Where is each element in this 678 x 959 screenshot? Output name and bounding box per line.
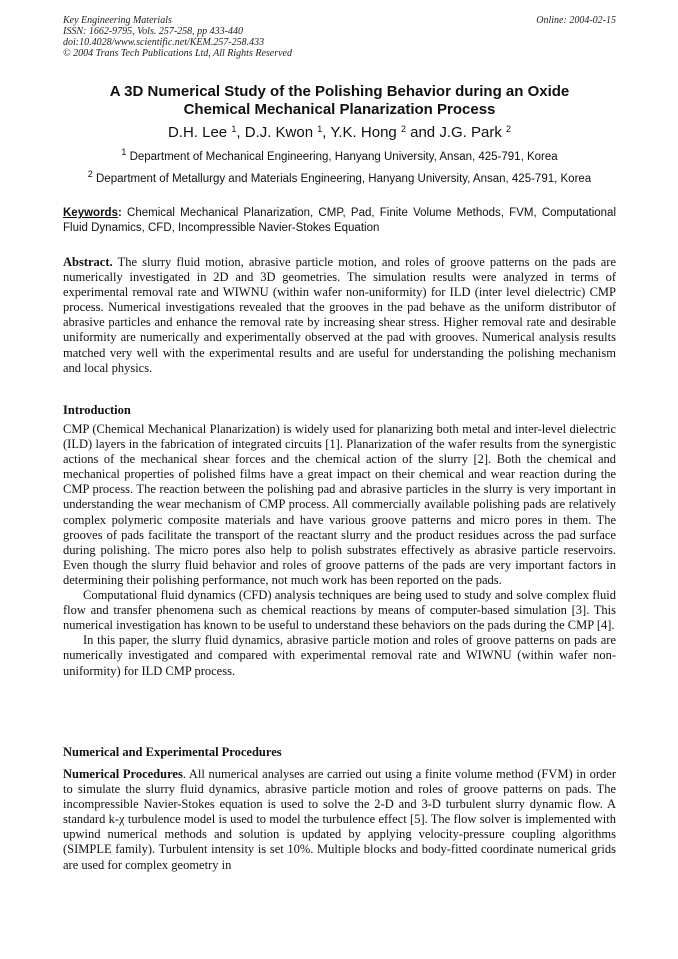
author-affil-marker: 1 [317,124,323,134]
affiliation-text: Department of Mechanical Engineering, Hanyang University, Ansan, 425-791, Korea [129,151,558,163]
author-list: D.H. Lee $^1$, D.J. Kwon $^1$, Y.K. Hong $^2$ and J.G. Park $^2$ [167,124,512,141]
numerical-procedures-text: . All numerical analyses are carried out using a finite volume method (FVM) in order to simulate the slurry fluid dynamics, abrasive particle motion and roles of groove patterns on pads. The incompressible Navier-Stokes equation is used to solve the 2-D and 3-D turbulent slurry dynamic flow. A standard k-χ turbulence model is used to model the turbulence effect [5]. The flow solver is implemented with upwind numerical methods and solution is updated by applying velocity-pressure coupling algorithms (SIMPLE family). Turbulent intensity is set 10%. Multiple blocks and body-fitted coordinate numerical grids are used for complex geometry in [63,767,616,872]
affiliation-1 [63,147,616,164]
affiliation-text: Department of Metallurgy and Materials Engineering, Hanyang University, Ansan, 425-791, Korea [96,173,592,185]
keywords-label: Keywords [63,207,118,219]
journal-name: Key Engineering Materials [63,15,172,26]
journal-header [63,15,616,59]
keywords-text: Chemical Mechanical Planarization, CMP, Pad, Finite Volume Methods, FVM, Computational Fluid Dynamics, CFD, Incompressible Navier-Stokes Equation [63,207,616,234]
issn-line: ISSN: 1662-9795, Vols. 257-258, pp 433-440 [63,26,243,37]
affiliation-marker: 2 [87,169,93,179]
introduction-heading: Introduction [63,403,131,417]
author-affil-marker: 2 [506,124,512,134]
introduction-paragraph-1: CMP (Chemical Mechanical Planarization) is widely used for planarizing both metal and inter-level dielectric (ILD) layers in the fabrication of integrated circuits [1]. Planarization of the wafer results from the synergistic actions of the mechanical shear forces and the chemical action of the slurry [2]. Both the chemical and mechanical properties of polished films have a great impact on their chemical and wear reaction during the CMP process. The reaction between the polishing pad and abrasive particles in the slurry is very important in understanding the wear mechanism of CMP process. All commercially available polishing pads are relatively complex polymeric composite materials and have various groove patterns and micro pores in them. The grooves of pads facilitate the transport of the reactant slurry and the product residues across the pad surface during polishing. The micro pores also help to polish substrates effectively as abrasive particle reservoirs. Even though the slurry fluid behavior and roles of groove patterns of the pads are very important factors in determining their polishing performance, not much work has been reported on the pads. [63,422,616,587]
author-name: J.G. Park [439,124,502,141]
title-line-2: Chemical Mechanical Planarization Process [183,101,496,118]
affiliation-marker: 1 [121,147,127,157]
abstract-text: The slurry fluid motion, abrasive particle motion, and roles of groove patterns on the pads are numerically investigated in 2D and 3D geometries. The simulation results were analyzed in terms of experimental removal rate and WIWNU (within wafer non-uniformity) for ILD (inter level dielectric) CMP process. Numerical investigations revealed that the grooves in the pad behave as the uniform distributor of abrasive particles and enhance the removal rate by increasing shear stress. Higher removal rate and desirable uniformity are numerically and experimentally observed at the pad with grooves. Numerical analysis results matched very well with the experimental results and are useful for understanding the polishing mechanism and local physics. [63,255,616,375]
numerical-procedures-label: Numerical Procedures [63,767,183,781]
procedures-section [63,767,616,873]
copyright-line: © 2004 Trans Tech Publications Ltd, All Rights Reserved [63,48,292,59]
doi-line: doi:10.4028/www.scientific.net/KEM.257-258.433 [63,37,265,48]
author-affil-marker: 1 [231,124,237,134]
author-affil-marker: 2 [400,124,406,134]
keywords: Keywords: Chemical Mechanical Planarization, CMP, Pad, Finite Volume Methods, FVM, Computational Fluid Dynamics, CFD, Incompressible Navier-Stokes Equation [63,207,616,234]
abstract [63,255,616,376]
introduction-paragraph-3: In this paper, the slurry fluid dynamics, abrasive particle motion and roles of groove patterns on pads are numerically investigated and compared with experimental removal rate and WIWNU (within wafer non-uniformity) for ILD CMP process. [63,633,616,678]
procedures-heading: Numerical and Experimental Procedures [63,745,282,759]
author-name: D.J. Kwon [244,124,314,141]
affiliation-2 [63,169,616,186]
author-name: D.H. Lee [167,124,228,141]
paper-title [63,83,616,119]
title-line-1: A 3D Numerical Study of the Polishing Behavior during an Oxide [109,83,570,100]
online-date: Online: 2004-02-15 [536,15,616,26]
introduction-paragraph-2: Computational fluid dynamics (CFD) analysis techniques are being used to study and solve complex fluid flow and transfer phenomena such as chemical reactions by means of computer-based simulation [3]. This numerical investigation has known to be useful to understand these behaviors on the pads during the CMP [4]. [63,588,616,633]
introduction-section [63,422,616,679]
author-name: Y.K. Hong [330,124,397,141]
abstract-label: Abstract. [63,255,113,269]
